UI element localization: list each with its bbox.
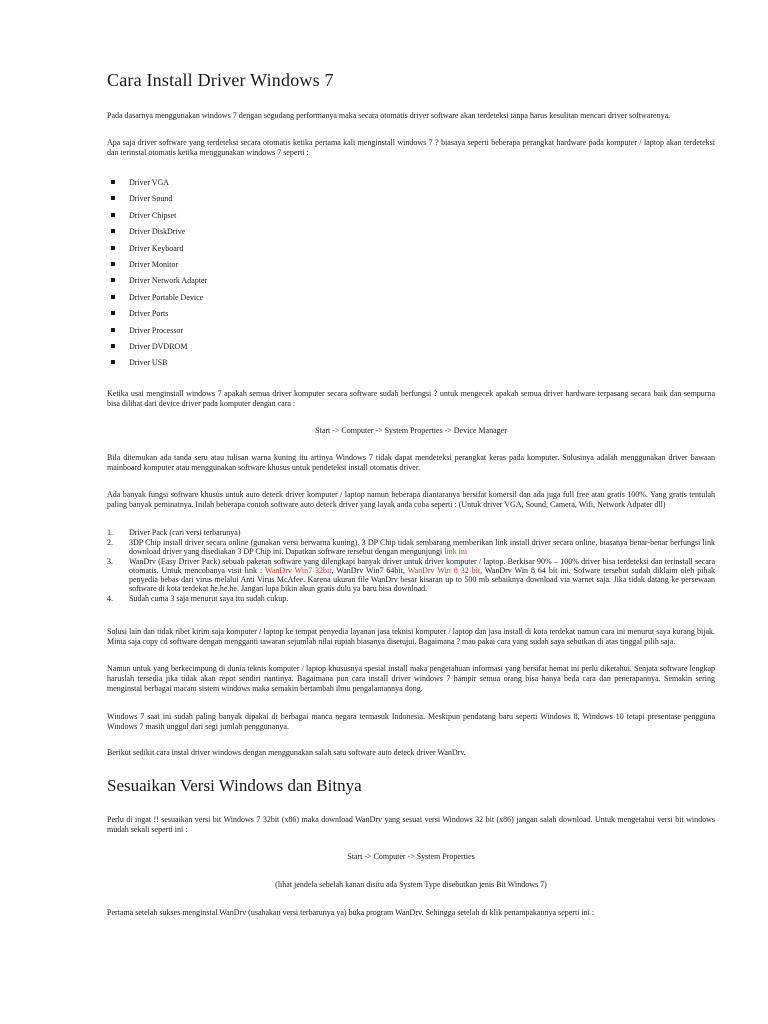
list-item: Driver Keyboard — [107, 244, 207, 260]
list-item: Driver Monitor — [107, 260, 207, 276]
link-wandrv-win8-32bit[interactable]: WanDrv Win 8 32 bit — [407, 566, 481, 575]
bullet-icon — [111, 344, 115, 348]
after-install-paragraph: Ketika usai menginstall windows 7 apakah semua driver komputer secara software sudah berfungsi ? untuk mengecek apakah semua driver hardware terpasang secara baik dan sempurna bisa dilihat dari device driver pada komputer dengan cara : — [107, 389, 715, 408]
list-item: Driver Portable Device — [107, 293, 207, 309]
wandrv-intro-paragraph: Berikut sedikit cara instal driver windows dengan menggunakan salah satu software auto deteck driver WanDrv. — [107, 748, 466, 757]
driver-list — [107, 178, 207, 375]
first-step-paragraph: Pertama setelah sukses menginstal WanDrv (usahakan versi terbarunya ya) buka program WanDrv. Sehingga setelah di klik penampakannya seperti ini : — [107, 908, 595, 917]
list-item: Driver DiskDrive — [107, 227, 207, 243]
technical-paragraph: Namun untuk yang berkecimpung di dunia teknis komputer / laptop khususnya spesial install maka pengetahuan informasi yang bersifat hemat ini perlu diketahui. Senjata software lengkap haruslah tersedia jika tidak akan repot sendiri nantinya. Bagaimana pun cara install driver windows 7 hampir semua orang bisa hanya beda cara dan penerapannya. Semakin sering menginstal berbagai macam sistem windows maka semakin bertambah ilmu pengalamannya dong. — [107, 664, 715, 693]
bullet-icon — [111, 246, 115, 250]
bullet-icon — [111, 328, 115, 332]
yellow-mark-paragraph: Bila ditemukan ada tanda seru atau tulisan warna kuning itu artinya Windows 7 tidak dapat mendeteksi perangkat keras pada komputer. Solusinya adalah menggunakan driver bawaan mainboard komputer atau menggunakan software khusus untuk pendeteksi install otomatis driver. — [107, 453, 715, 472]
software-list — [107, 528, 715, 604]
solution-paragraph: Solusi lain dan tidak ribet kirim saja komputer / laptop ke tempat penyedia layanan jasa teknisi komputer / laptop dan jasa install di kota terdekat namun cara ini menurut saya kurang bijak. Minta saja copy cd software dengan mengganti tawaran sejumlah nilai rupiah biasanya disetujui. Bagaimana ? mau pakai cara yang sudah saya sebutkan di atas tinggal pilih saja. — [107, 627, 715, 646]
bullet-icon — [111, 213, 115, 217]
section-heading: Sesuaikan Versi Windows dan Bitnya — [107, 776, 362, 795]
software-intro-paragraph: Ada banyak fungsi software khusus untuk auto deteck driver komputer / laptop namun beberapa diantaranya bersifat komersil dan ada juga full free atau gratis 100%. Yang gratis tentulah paling banyak peminatnya. Inilah beberapa contoh software auto deteck driver yang layak anda coba seperti : (Untuk driver VGA, Sound, Camera, Wifi, Network Adpater dll) — [107, 490, 715, 509]
bullet-icon — [111, 278, 115, 282]
list-item: 2. 3DP Chip install driver secara online (gunakan versi berwarna kuning). 3 DP Chip tidak sembarang memberikan link install driver secara online, biasanya benar-benar berfungsi link download driver yang disediakan 3 DP Chip ini. Dapatkan software tersebut dengan mengunjungi link ini — [107, 538, 715, 556]
device-manager-path: Start -> Computer -> System Properties -> Device Manager — [315, 426, 507, 435]
link-ini[interactable]: link ini — [444, 547, 468, 556]
bullet-icon — [111, 180, 115, 184]
list-item: 4. Sudah cuma 3 saja menurut saya itu sudah cukup. — [107, 594, 289, 603]
list-item: Driver DVDROM — [107, 342, 207, 358]
list-item: Driver Network Adapter — [107, 276, 207, 292]
reminder-paragraph: Perlu di ingat !! sesuaikan versi bit Windows 7 32bit (x86) maka download WanDrv yang sesuai versi Windows 32 bit (x86) jangan salah download. Untuk mengetahui versi bit windows mudah sekali seperti ini : — [107, 815, 715, 834]
question-paragraph: Apa saja driver software yang terdeteksi secara otomatis ketika pertama kali menginstall windows 7 ? biasaya seperti beberapa perangkat hardware pada komputer / laptop akan terdeteksi dan terinstal otomatis ketika menggunakan windows 7 seperti : — [107, 138, 715, 157]
bullet-icon — [111, 311, 115, 315]
bullet-icon — [111, 262, 115, 266]
list-item: Driver Ports — [107, 309, 207, 325]
intro-paragraph: Pada dasarnya menggunakan windows 7 dengan segudang performanya maka secara otomatis driver software akan terdeteksi tanpa harus kesulitan mencari driver softwarenya. — [107, 111, 671, 120]
windows7-popular-paragraph: Windows 7 saat ini sudah paling banyak dipakai di berbagai manca negara termasuk Indonesia. Meskipun pendatang baru seperti Windows 8, Windows 10 tetapi presentase pengguna Windows 7 masih unggul dari segi jumlah penggunanya. — [107, 712, 715, 731]
bullet-icon — [111, 196, 115, 200]
list-item: 1. Driver Pack (cari versi terbarunya) — [107, 528, 241, 537]
link-wandrv-win7-32bit[interactable]: WanDrv Win7 32bit — [264, 566, 332, 575]
system-properties-path: Start -> Computer -> System Properties — [347, 852, 475, 861]
list-item: Driver Processor — [107, 326, 207, 342]
page-title: Cara Install Driver Windows 7 — [107, 70, 334, 90]
system-type-note: (lihat jendela sebelah kanan disitu ada System Type disebutkan jenis Bit Windows 7) — [275, 880, 547, 889]
bullet-icon — [111, 229, 115, 233]
list-item: 3. WanDrv (Easy Driver Pack) sebuah paketan software yang dilengkapi banyak driver untuk driver komputer / laptop. Berkisar 90% – 100% driver bisa terdeteksi dan terinstall secara otomatis. Untuk mencobanya visit link : WanDrv Win7 32bit, WanDrv Win7 64bit, WanDrv Win 8 32 bit, WanDrv Win 8 64 bit ini. Sofware tersebut sudah diklaim oleh pihak penyedia bebas dari virus melalui Anti Virus McAfee. Karena ukuran file WanDrv besar kisaran up to 500 mb sebaiknya download via warnet saja. Jika tidak datang ke persewaan software di kota terdekat he.he.he. Jangan lupa bikin akun gratis dulu ya baru bisa download. — [107, 557, 716, 593]
list-item: Driver Chipset — [107, 211, 207, 227]
list-item: Driver Sound — [107, 194, 207, 210]
list-item: Driver USB — [107, 358, 207, 374]
bullet-icon — [111, 360, 115, 364]
list-item: Driver VGA — [107, 178, 207, 194]
bullet-icon — [111, 295, 115, 299]
